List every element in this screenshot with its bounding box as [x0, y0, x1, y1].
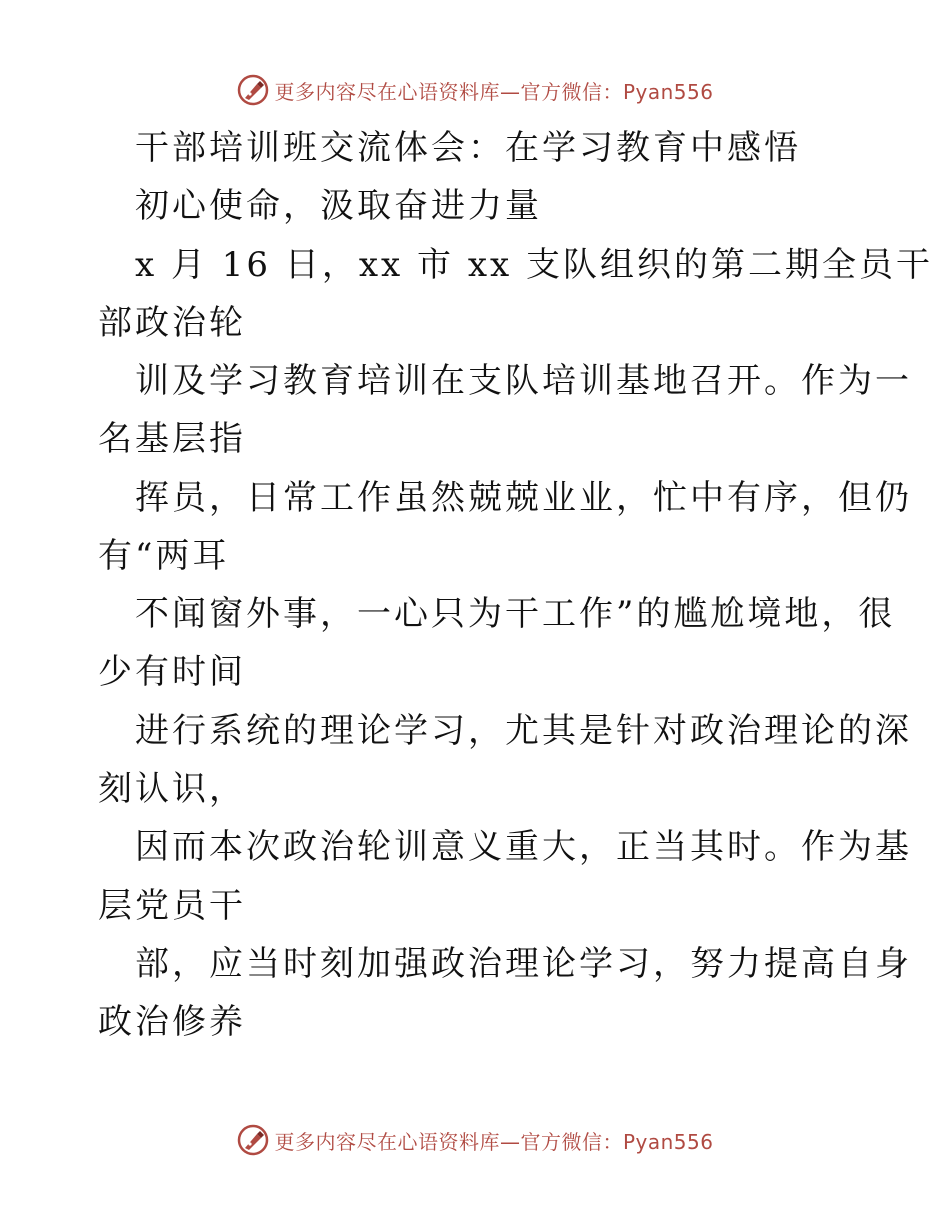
paragraph-line: 部政治轮: [98, 303, 246, 343]
title-line-2: 初心使命，汲取奋进力量: [135, 186, 542, 226]
paragraph-line: 层党员干: [98, 886, 246, 926]
paragraph-line: 少有时间: [98, 652, 246, 692]
paragraph-line: 训及学习教育培训在支队培训基地召开。作为一: [135, 361, 912, 401]
title-line-1: 干部培训班交流体会：在学习教育中感悟: [135, 128, 801, 168]
paragraph-line: 名基层指: [98, 419, 246, 459]
paragraph-line: 进行系统的理论学习，尤其是针对政治理论的深: [135, 711, 912, 751]
header-banner: [0, 70, 950, 110]
paragraph-line: 政治修养: [98, 1002, 246, 1042]
pen-nib-logo-icon: [236, 73, 270, 107]
banner-text: 更多内容尽在心语资料库—官方微信：Pyan556: [274, 79, 714, 104]
paragraph-line: 因而本次政治轮训意义重大，正当其时。作为基: [135, 827, 912, 867]
paragraph-line: x 月 16 日，xx 市 xx 支队组织的第二期全员干: [135, 245, 933, 285]
pen-nib-logo-icon: [236, 1123, 270, 1157]
paragraph-line: 刻认识，: [98, 769, 246, 809]
paragraph-line: 挥员，日常工作虽然兢兢业业，忙中有序，但仍: [135, 478, 912, 518]
paragraph-line: 部，应当时刻加强政治理论学习，努力提高自身: [135, 944, 912, 984]
paragraph-line: 有“两耳: [98, 536, 230, 576]
banner-text: 更多内容尽在心语资料库—官方微信：Pyan556: [274, 1129, 714, 1154]
footer-banner: [0, 1120, 950, 1160]
paragraph-line: 不闻窗外事，一心只为干工作”的尴尬境地，很: [135, 594, 896, 634]
